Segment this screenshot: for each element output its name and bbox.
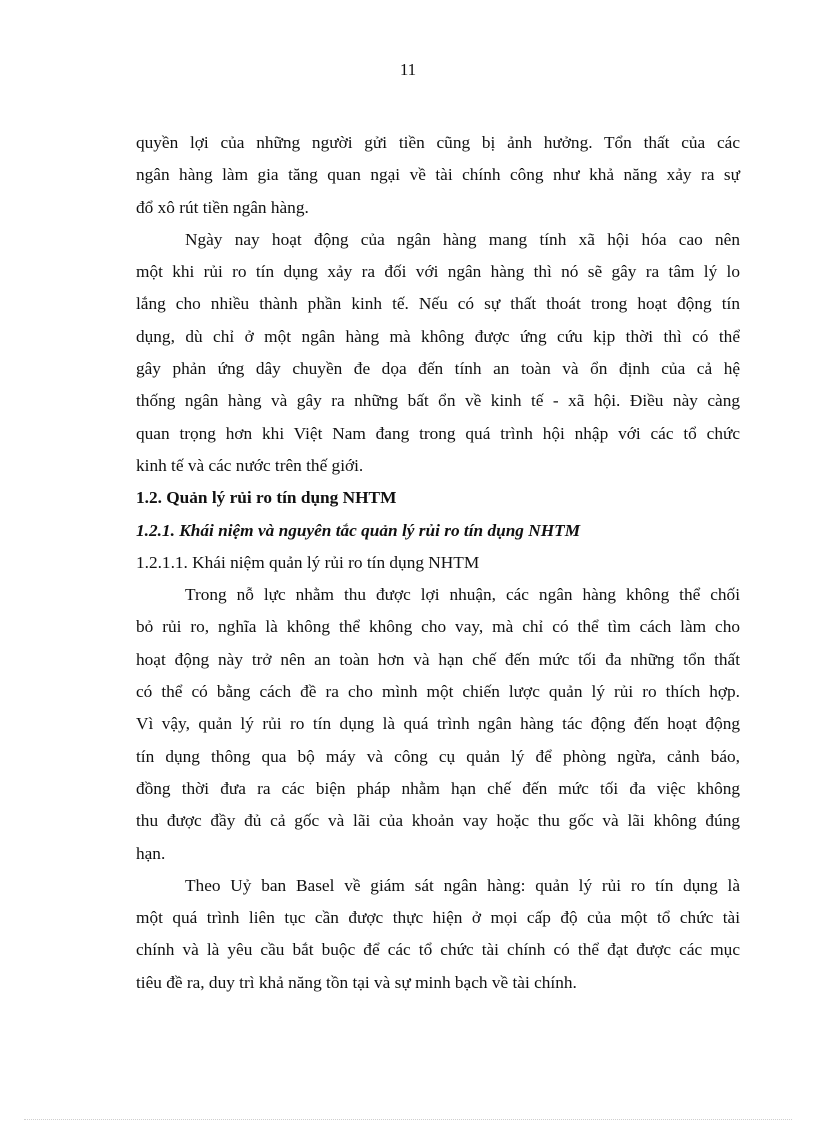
section-heading: 1.2. Quản lý rủi ro tín dụng NHTM — [136, 488, 397, 508]
paragraph-1 — [136, 127, 740, 224]
paragraph-line: một quá trình liên tục cần được thực hiện ở mọi cấp độ của một tổ chức tài — [136, 908, 740, 928]
paragraph-line: tín dụng thông qua bộ máy và công cụ quản lý để phòng ngừa, cảnh báo, — [136, 746, 740, 766]
paragraph-line: Vì vậy, quản lý rủi ro tín dụng là quá trình ngân hàng tác động đến hoạt động — [136, 714, 740, 734]
paragraph-line: Trong nỗ lực nhằm thu được lợi nhuận, các ngân hàng không thể chối — [185, 585, 740, 605]
paragraph-line: gây phản ứng dây chuyền đe dọa đến tính an toàn và ổn định của cả hệ — [136, 359, 740, 379]
subsection-heading: 1.2.1. Khái niệm và nguyên tắc quản lý rủi ro tín dụng NHTM — [136, 520, 581, 540]
paragraph-3 — [136, 579, 740, 870]
paragraph-line: quyền lợi của những người gửi tiền cũng bị ảnh hưởng. Tổn thất của các — [136, 133, 740, 152]
paragraph-line: đổ xô rút tiền ngân hàng. — [136, 197, 309, 217]
paragraph-line: hạn. — [136, 843, 166, 863]
paragraph-line: hoạt động này trở nên an toàn hơn và hạn chế đến mức tối đa những tổn thất — [136, 649, 740, 669]
paragraph-line: ngân hàng làm gia tăng quan ngại về tài chính công như khả năng xảy ra sự — [136, 165, 740, 185]
paragraph-line: tiêu đề ra, duy trì khả năng tồn tại và sự minh bạch về tài chính. — [136, 972, 577, 992]
paragraph-line: Theo Uỷ ban Basel về giám sát ngân hàng: quản lý rủi ro tín dụng là — [185, 875, 740, 895]
paragraph-line: chính và là yêu cầu bắt buộc để các tổ chức tài chính có thể đạt được các mục — [136, 940, 740, 960]
paragraph-2 — [136, 224, 740, 482]
paragraph-line: lắng cho nhiều thành phần kinh tế. Nếu có sự thất thoát trong hoạt động tín — [136, 294, 740, 314]
paragraph-line: thu được đầy đủ cả gốc và lãi của khoản vay hoặc thu gốc và lãi không đúng — [136, 811, 740, 831]
paragraph-line: một khi rủi ro tín dụng xảy ra đối với ngân hàng thì nó sẽ gây ra tâm lý lo — [136, 262, 740, 282]
document-body — [136, 127, 740, 999]
paragraph-line: Ngày nay hoạt động của ngân hàng mang tính xã hội hóa cao nên — [185, 229, 740, 249]
page-bottom-divider — [24, 1119, 792, 1120]
paragraph-line: thống ngân hàng và gây ra những bất ổn về kinh tế - xã hội. Điều này càng — [136, 391, 740, 411]
page-number: 11 — [399, 60, 417, 79]
paragraph-line: bỏ rủi ro, nghĩa là không thể không cho vay, mà chỉ có thể tìm cách làm cho — [136, 617, 740, 637]
paragraph-line: dụng, dù chỉ ở một ngân hàng mà không được ứng cứu kịp thời thì có thể — [136, 326, 740, 346]
paragraph-line: có thể có bằng cách đề ra cho mình một chiến lược quản lý rủi ro thích hợp. — [136, 682, 740, 702]
paragraph-4 — [136, 870, 740, 999]
paragraph-line: kinh tế và các nước trên thế giới. — [136, 455, 364, 475]
subsubsection-heading: 1.2.1.1. Khái niệm quản lý rủi ro tín dụng NHTM — [136, 552, 480, 572]
paragraph-line: quan trọng hơn khi Việt Nam đang trong quá trình hội nhập với các tổ chức — [136, 423, 740, 443]
paragraph-line: đồng thời đưa ra các biện pháp nhằm hạn chế đến mức tối đa việc không — [136, 778, 740, 798]
